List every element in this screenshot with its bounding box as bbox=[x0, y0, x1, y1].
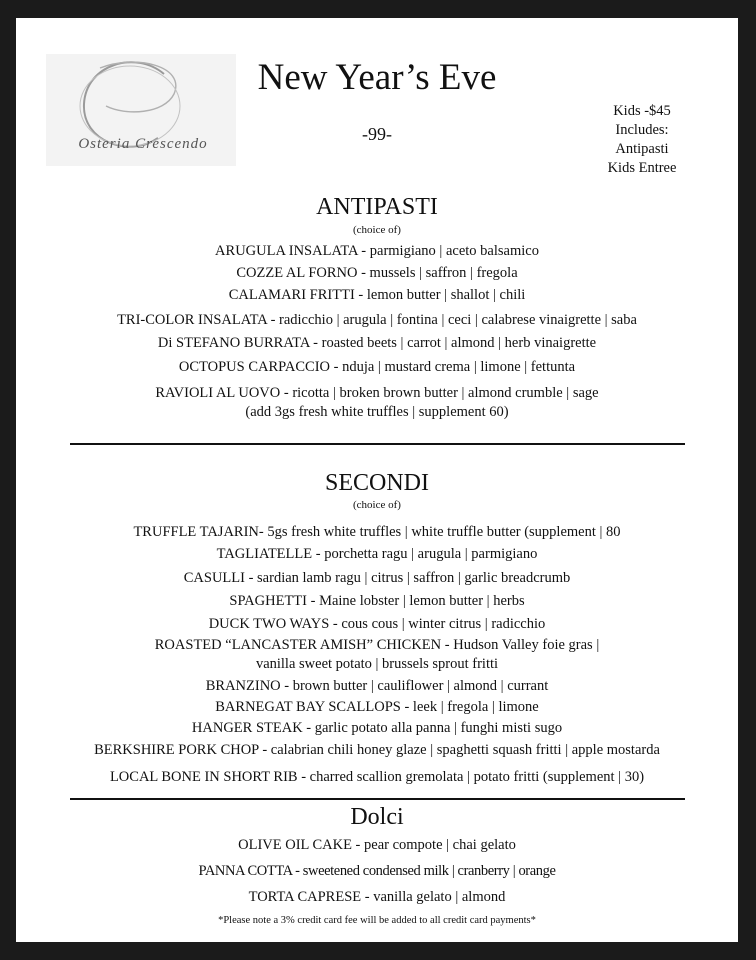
antipasti-item: Di STEFANO BURRATA - roasted beets | carrot | almond | herb vinaigrette bbox=[157, 335, 597, 351]
secondi-item: ROASTED “LANCASTER AMISH” CHICKEN - Hudson Valley foie gras | bbox=[154, 637, 600, 653]
antipasti-choice-note: (choice of) bbox=[353, 224, 401, 236]
secondi-item: HANGER STEAK - garlic potato alla panna | funghi misti sugo bbox=[191, 720, 563, 736]
antipasti-item: RAVIOLI AL UOVO - ricotta | broken brown butter | almond crumble | sage bbox=[155, 385, 599, 401]
secondi-item: BARNEGAT BAY SCALLOPS - leek | fregola | limone bbox=[215, 699, 539, 715]
menu-title: New Year’s Eve bbox=[257, 57, 497, 98]
prix-fixe-price: -99- bbox=[362, 124, 392, 144]
antipasti-heading: ANTIPASTI bbox=[316, 194, 438, 220]
secondi-item: LOCAL BONE IN SHORT RIB - charred scallion gremolata | potato fritti (supplement | 30) bbox=[109, 769, 645, 785]
dolci-item: TORTA CAPRESE - vanilla gelato | almond bbox=[248, 889, 506, 905]
kids-menu-info bbox=[592, 102, 692, 178]
dolci-heading: Dolci bbox=[350, 804, 404, 830]
section-divider bbox=[70, 443, 685, 445]
secondi-choice-note: (choice of) bbox=[353, 499, 401, 511]
dolci-item: OLIVE OIL CAKE - pear compote | chai gelato bbox=[238, 837, 516, 853]
kids-includes-label: Includes: bbox=[615, 122, 669, 138]
secondi-item: DUCK TWO WAYS - cous cous | winter citrus | radicchio bbox=[208, 616, 546, 632]
kids-price: Kids -$45 bbox=[613, 103, 671, 119]
antipasti-item: TRI-COLOR INSALATA - radicchio | arugula | fontina | ceci | calabrese vinaigrette | saba bbox=[117, 312, 637, 328]
secondi-item: BRANZINO - brown butter | cauliflower | almond | currant bbox=[205, 678, 549, 694]
secondi-item: TAGLIATELLE - porchetta ragu | arugula | parmigiano bbox=[216, 546, 538, 562]
secondi-item: TRUFFLE TAJARIN- 5gs fresh white truffles | white truffle butter (supplement | 80 bbox=[133, 524, 621, 540]
secondi-heading: SECONDI bbox=[324, 470, 429, 496]
dolci-item: PANNA COTTA - sweetened condensed milk | cranberry | orange bbox=[198, 863, 556, 879]
secondi-item: CASULLI - sardian lamb ragu | citrus | saffron | garlic breadcrumb bbox=[183, 570, 571, 586]
menu-page bbox=[16, 18, 738, 942]
kids-includes-entree: Kids Entree bbox=[607, 160, 677, 176]
antipasti-item: CALAMARI FRITTI - lemon butter | shallot | chili bbox=[228, 287, 526, 303]
secondi-item: BERKSHIRE PORK CHOP - calabrian chili honey glaze | spaghetti squash fritti | apple mostarda bbox=[94, 742, 660, 758]
antipasti-item: ARUGULA INSALATA - parmigiano | aceto balsamico bbox=[215, 243, 539, 259]
antipasti-item-note: (add 3gs fresh white truffles | supplement 60) bbox=[245, 404, 509, 420]
credit-card-fee-note: *Please note a 3% credit card fee will be added to all credit card payments* bbox=[218, 915, 536, 926]
antipasti-item: OCTOPUS CARPACCIO - nduja | mustard crema | limone | fettunta bbox=[178, 359, 576, 375]
antipasti-item: COZZE AL FORNO - mussels | saffron | fregola bbox=[236, 265, 518, 281]
secondi-item-continued: vanilla sweet potato | brussels sprout fritti bbox=[255, 656, 499, 672]
secondi-item: SPAGHETTI - Maine lobster | lemon butter | herbs bbox=[229, 593, 525, 609]
section-divider bbox=[70, 798, 685, 800]
kids-includes-antipasti: Antipasti bbox=[615, 141, 669, 157]
logo-text: Osteria Crescendo bbox=[78, 136, 208, 152]
